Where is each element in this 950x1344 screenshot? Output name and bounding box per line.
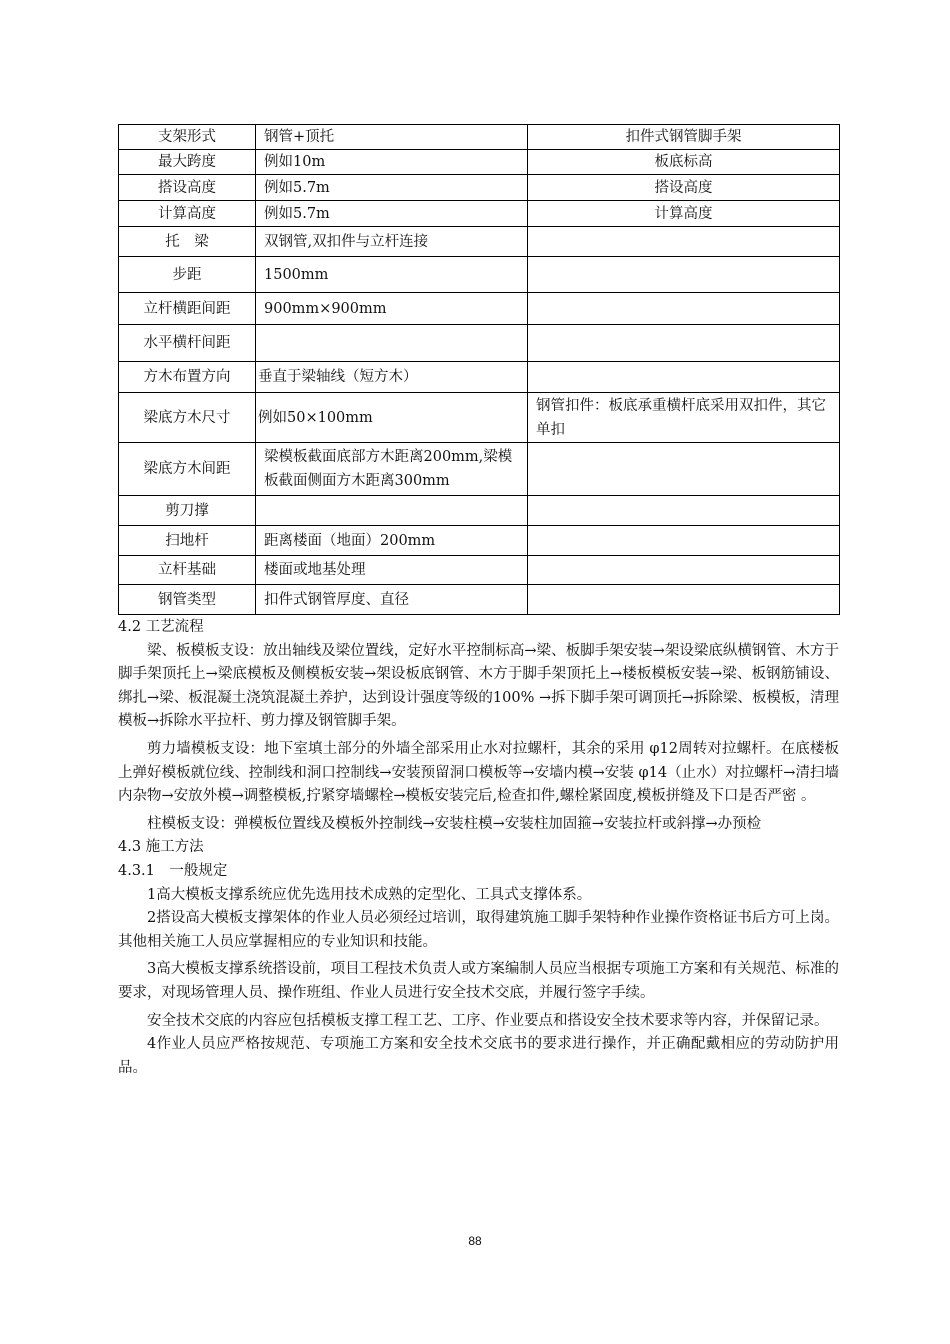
table-cell: 例如5.7m <box>256 201 528 227</box>
table-cell <box>528 362 840 393</box>
subsection-heading: 4.3.1 一般规定 <box>118 862 228 879</box>
table-cell <box>528 443 840 496</box>
table-cell: 扣件式钢管脚手架 <box>528 125 840 150</box>
table-cell: 步距 <box>119 257 256 293</box>
table-cell: 最大跨度 <box>119 150 256 175</box>
table-cell: 钢管类型 <box>119 585 256 615</box>
table-cell <box>528 293 840 325</box>
table-cell: 支架形式 <box>119 125 256 150</box>
table-row <box>119 293 840 325</box>
table-cell <box>528 227 840 257</box>
table-cell <box>528 496 840 526</box>
table-cell: 例如50×100mm <box>256 393 528 443</box>
table-cell: 搭设高度 <box>119 175 256 201</box>
section-heading: 4.2 工艺流程 <box>118 619 204 635</box>
paragraph: 梁、板模板支设：放出轴线及梁位置线，定好水平控制标高→梁、板脚手架安装→架设梁底纵横钢管、木方于脚手架顶托上→梁底模板及侧模板安装→架设板底钢管、木方于脚手架顶托上→楼板模板安装→梁、板钢筋铺设、绑扎→梁、板混凝土浇筑混凝土养护，达到设计强度等级的100% →拆下脚手架可调顶托→拆除梁、板模板，清理模板→拆除水平拉杆、剪力撑及钢管脚手架。 <box>118 642 839 730</box>
table-cell: 900mm×900mm <box>256 293 528 325</box>
paragraph: 剪力墙模板支设：地下室填土部分的外墙全部采用止水对拉螺杆，其余的采用 φ12周转对拉螺杆。在底楼板上弹好模板就位线、控制线和洞口控制线→安装预留洞口模板等→安墙内模→安装 φ14（止水）对拉螺杆→清扫墙内杂物→安放外模→调整模板,拧紧穿墙螺栓→模板安装完后,检查扣件,螺栓紧固度,模板拼缝及下口是否严密 。 <box>118 740 839 805</box>
table-cell: 扣件式钢管厚度、直径 <box>256 585 528 615</box>
table-row <box>119 393 840 443</box>
paragraph: 安全技术交底的内容应包括模板支撑工程工艺、工序、作业要点和搭设安全技术要求等内容，并保留记录。 <box>147 1012 829 1029</box>
paragraph: 2搭设高大模板支撑架体的作业人员必须经过培训，取得建筑施工脚手架特种作业操作资格证书后方可上岗。其他相关施工人员应掌握相应的专业知识和技能。 <box>118 910 839 950</box>
table-row <box>119 257 840 293</box>
table-row <box>119 526 840 556</box>
paragraph: 1高大模板支撑系统应优先选用技术成熟的定型化、工具式支撑体系。 <box>147 886 592 903</box>
table-cell: 楼面或地基处理 <box>256 556 528 585</box>
table-cell: 水平横杆间距 <box>119 325 256 362</box>
table-cell: 1500mm <box>256 257 528 293</box>
table-row <box>119 556 840 585</box>
table-cell <box>528 526 840 556</box>
table-cell: 计算高度 <box>119 201 256 227</box>
table-cell <box>256 496 528 526</box>
table-cell: 梁底方木间距 <box>119 443 256 496</box>
table-row <box>119 325 840 362</box>
table-row <box>119 362 840 393</box>
table-cell: 立杆横距间距 <box>119 293 256 325</box>
table-cell: 梁底方木尺寸 <box>119 393 256 443</box>
section-heading: 4.3 施工方法 <box>118 839 204 856</box>
table-cell <box>528 585 840 615</box>
table-cell: 托 梁 <box>119 227 256 257</box>
table-row <box>119 201 840 227</box>
document-body <box>118 616 839 1080</box>
table-cell: 搭设高度 <box>528 175 840 201</box>
table-cell: 垂直于梁轴线（短方木） <box>256 362 528 393</box>
table-cell: 钢管+顶托 <box>256 125 528 150</box>
table-row <box>119 443 840 496</box>
table-cell: 立杆基础 <box>119 556 256 585</box>
paragraph: 3高大模板支撑系统搭设前，项目工程技术负责人或方案编制人员应当根据专项施工方案和有关规范、标准的要求，对现场管理人员、操作班组、作业人员进行安全技术交底，并履行签字手续。 <box>118 961 839 1001</box>
paragraph: 柱模板支设：弹模板位置线及模板外控制线→安装柱模→安装柱加固箍→安装拉杆或斜撑→办预检 <box>147 815 762 832</box>
table-cell: 距离楼面（地面）200mm <box>256 526 528 556</box>
table-row <box>119 175 840 201</box>
table-cell: 扫地杆 <box>119 526 256 556</box>
table-row <box>119 496 840 526</box>
table-cell: 钢管扣件：板底承重横杆底采用双扣件，其它单扣 <box>528 393 840 443</box>
table-row <box>119 227 840 257</box>
table-cell: 例如10m <box>256 150 528 175</box>
table-cell: 板底标高 <box>528 150 840 175</box>
table-cell <box>528 325 840 362</box>
table-cell <box>528 257 840 293</box>
table-cell: 计算高度 <box>528 201 840 227</box>
table-row <box>119 585 840 615</box>
page-number: 88 <box>468 1234 482 1248</box>
table-cell: 梁模板截面底部方木距离200mm,梁模板截面侧面方木距离300mm <box>256 443 528 496</box>
table-cell <box>528 556 840 585</box>
table-cell: 例如5.7m <box>256 175 528 201</box>
paragraph: 4作业人员应严格按规范、专项施工方案和安全技术交底书的要求进行操作，并正确配戴相应的劳动防护用品。 <box>118 1036 839 1076</box>
formwork-support-table <box>118 124 840 615</box>
table-cell <box>256 325 528 362</box>
table-row <box>119 150 840 175</box>
table-cell: 双钢管,双扣件与立杆连接 <box>256 227 528 257</box>
table-cell: 剪刀撑 <box>119 496 256 526</box>
table-cell: 方木布置方向 <box>119 362 256 393</box>
table-row <box>119 125 840 150</box>
